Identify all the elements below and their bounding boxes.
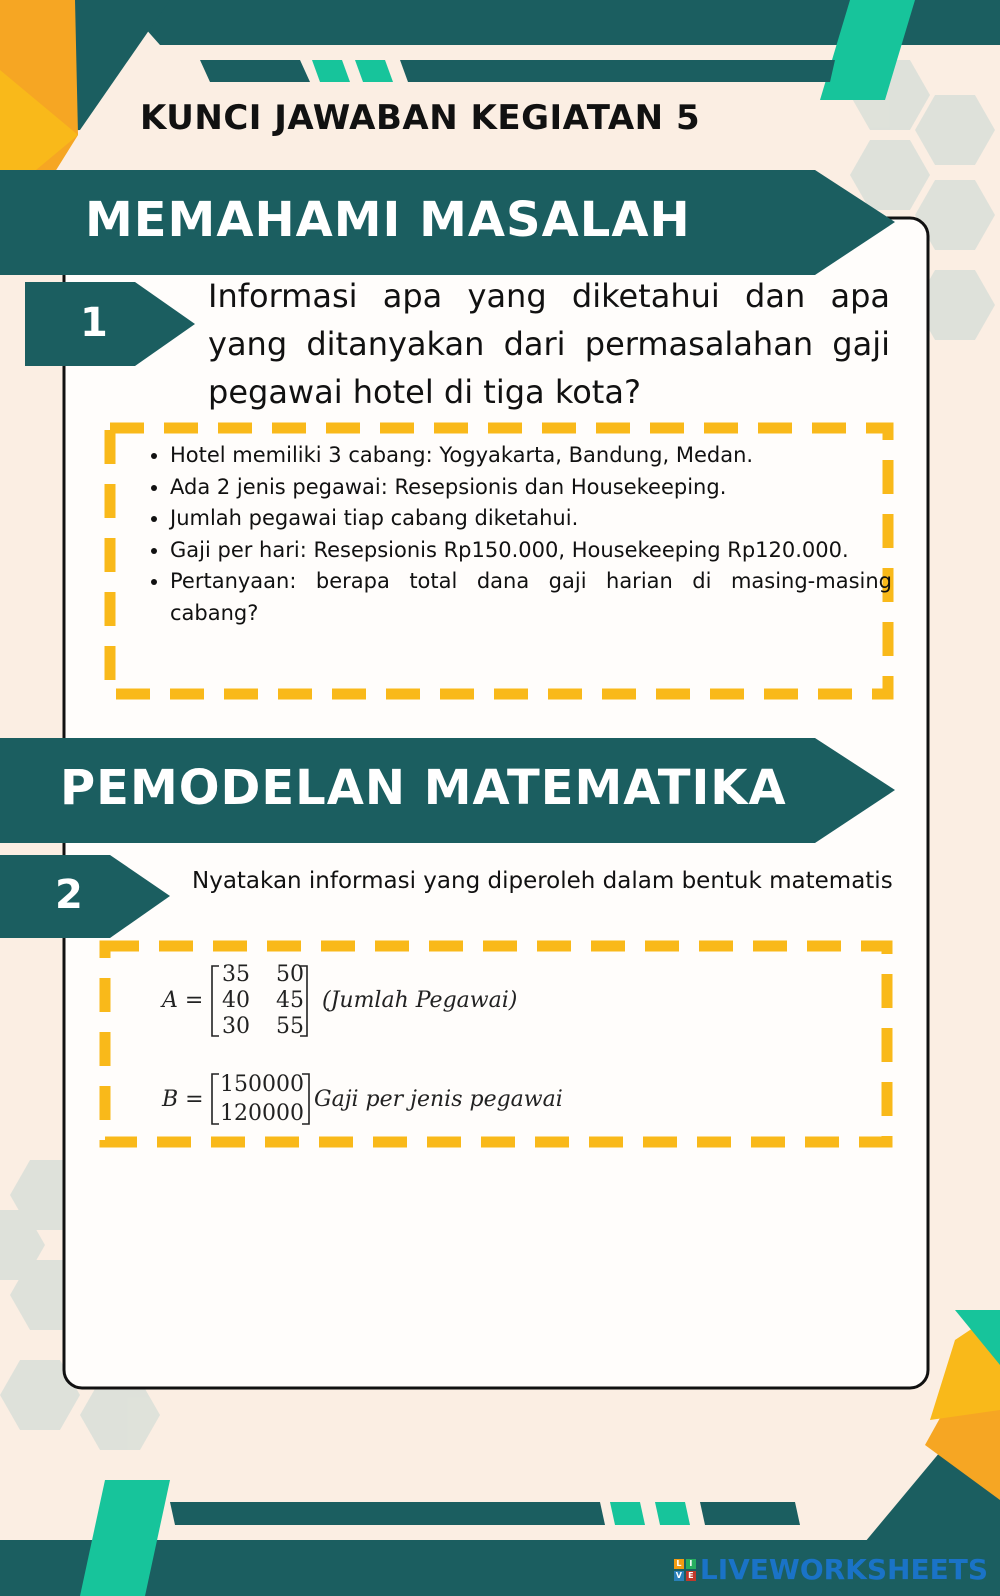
answer-list-1: [145, 440, 892, 629]
question-number-2: 2: [55, 872, 83, 918]
matrix-a-cell: 45: [276, 988, 304, 1013]
matrix-a-cell: 40: [222, 988, 250, 1013]
section-1-title: MEMAHAMI MASALAH: [85, 192, 691, 248]
matrix-b-cell: 120000: [220, 1101, 304, 1126]
logo-letter: E: [686, 1571, 696, 1581]
bottom-stripe-teal-1: [610, 1502, 645, 1525]
liveworksheets-brand[interactable]: [674, 1553, 988, 1586]
top-stripe-long: [400, 60, 835, 82]
matrix-a-cell: 55: [276, 1014, 304, 1039]
matrix-a-label: A =: [162, 988, 204, 1013]
matrix-b-caption: Gaji per jenis pegawai: [314, 1087, 563, 1112]
bottom-stripe-dark-2: [700, 1502, 800, 1525]
answer-item: • Gaji per hari: Resepsionis Rp150.000, Housekeeping Rp120.000.: [170, 535, 892, 567]
answer-item: • Jumlah pegawai tiap cabang diketahui.: [170, 503, 892, 535]
answer-item: • Hotel memiliki 3 cabang: Yogyakarta, Bandung, Medan.: [170, 440, 892, 472]
liveworksheets-logo-icon: [674, 1559, 696, 1581]
matrix-b-label: B =: [162, 1087, 204, 1112]
matrix-b-cell: 150000: [220, 1072, 304, 1097]
question-number-1: 1: [80, 300, 108, 346]
page-title: KUNCI JAWABAN KEGIATAN 5: [140, 98, 701, 138]
top-stripe-teal-2: [355, 60, 393, 82]
matrix-a-cell: 30: [222, 1014, 250, 1039]
logo-letter: V: [675, 1570, 682, 1580]
matrix-a-caption: (Jumlah Pegawai): [322, 988, 518, 1013]
question-2-instruction: Nyatakan informasi yang diperoleh dalam bentuk matematis: [192, 868, 893, 894]
section-2-title: PEMODELAN MATEMATIKA: [60, 760, 787, 816]
answer-item: • Ada 2 jenis pegawai: Resepsionis dan Housekeeping.: [170, 472, 892, 504]
bottom-stripe: [170, 1502, 605, 1525]
matrix-a-cell: 50: [276, 962, 304, 987]
question-1-text: Informasi apa yang diketahui dan apa yang ditanyakan dari permasalahan gaji pegawai hotel di tiga kota?: [208, 277, 890, 411]
logo-letter: L: [674, 1559, 684, 1569]
answer-item: • Pertanyaan: berapa total dana gaji harian di masing-masing cabang?: [170, 566, 892, 629]
top-stripe-teal-1: [312, 60, 350, 82]
brand-text: LIVEWORKSHEETS: [699, 1553, 988, 1586]
top-stripe: [200, 60, 310, 82]
logo-letter: I: [686, 1559, 696, 1569]
bottom-stripe-teal-2: [655, 1502, 690, 1525]
matrix-a-cell: 35: [222, 962, 250, 987]
